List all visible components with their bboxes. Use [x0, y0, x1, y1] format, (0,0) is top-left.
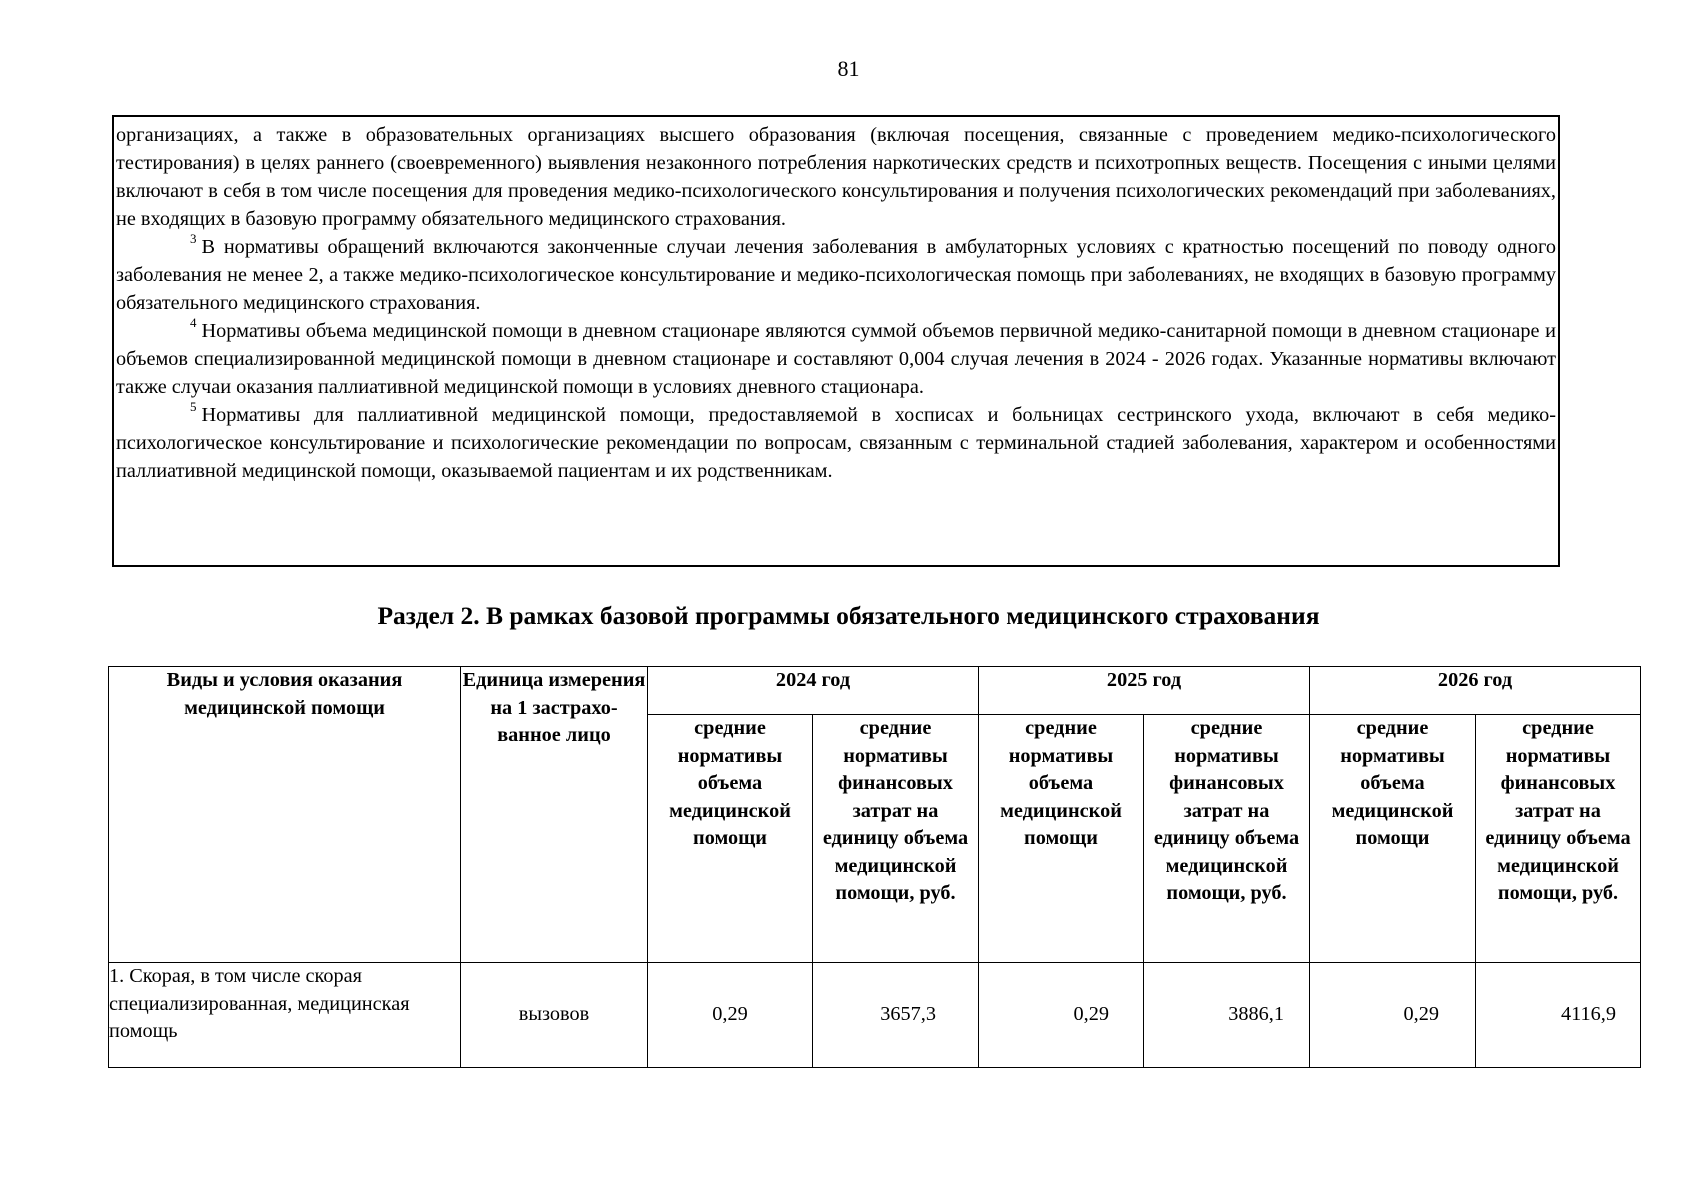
- header-year-2025: 2025 год: [979, 667, 1310, 715]
- footnote-5-marker: 5: [190, 399, 197, 414]
- header-volume-2025: средние нормативы объема медицинской помощи: [979, 715, 1144, 963]
- header-unit: Единица измерения на 1 застрахо-ванное лицо: [461, 667, 648, 963]
- cell-cost-2026: 4116,9: [1476, 963, 1641, 1068]
- table-row: [109, 963, 1641, 1068]
- footnotes-box: [112, 115, 1560, 567]
- cell-cost-2025: 3886,1: [1144, 963, 1310, 1068]
- table-header-row-years: [109, 667, 1641, 715]
- cell-kind: 1. Скорая, в том числе скорая специализированная, медицинская помощь: [109, 963, 461, 1068]
- footnote-continuation: организациях, а также в образовательных организациях высшего образования (включая посещения, связанные с проведением медико-психологического тестирования) в целях раннего (своевременного) выявления незаконного потребления наркотических средств и психотропных веществ. Посещения с иными целями включают в себя в том числе посещения для проведения медико-психологического консультирования и получения психологических рекомендаций при заболеваниях, не входящих в базовую программу обязательного медицинского страхования.: [116, 124, 1556, 230]
- cell-volume-2026: 0,29: [1310, 963, 1476, 1068]
- cell-cost-2024: 3657,3: [813, 963, 979, 1068]
- footnote-3: [116, 233, 1556, 317]
- header-year-2024: 2024 год: [648, 667, 979, 715]
- norms-table: [108, 666, 1641, 1068]
- footnote-3-marker: 3: [190, 231, 197, 246]
- header-kind: Виды и условия оказания медицинской помощи: [109, 667, 461, 963]
- header-year-2026: 2026 год: [1310, 667, 1641, 715]
- footnote-4-marker: 4: [190, 315, 197, 330]
- section-title: Раздел 2. В рамках базовой программы обязательного медицинского страхования: [377, 601, 1320, 630]
- header-cost-2026: средние нормативы финансовых затрат на единицу объема медицинской помощи, руб.: [1476, 715, 1641, 963]
- header-volume-2026: средние нормативы объема медицинской помощи: [1310, 715, 1476, 963]
- footnote-3-text: В нормативы обращений включаются законченные случаи лечения заболевания в амбулаторных условиях с кратностью посещений по поводу одного заболевания не менее 2, а также медико-психологическое консультирование и медико-психологическая помощь при заболеваниях, не входящих в базовую программу обязательного медицинского страхования.: [116, 236, 1556, 314]
- footnote-4: [116, 317, 1556, 401]
- header-volume-2024: средние нормативы объема медицинской помощи: [648, 715, 813, 963]
- footnote-4-text: Нормативы объема медицинской помощи в дневном стационаре являются суммой объемов первичной медико-санитарной помощи в дневном стационаре и объемов специализированной медицинской помощи в дневном стационаре и составляют 0,004 случая лечения в 2024 - 2026 годах. Указанные нормативы включают также случаи оказания паллиативной медицинской помощи в условиях дневного стационара.: [116, 320, 1556, 398]
- header-cost-2024: средние нормативы финансовых затрат на единицу объема медицинской помощи, руб.: [813, 715, 979, 963]
- cell-volume-2025: 0,29: [979, 963, 1144, 1068]
- cell-volume-2024: 0,29: [648, 963, 813, 1068]
- header-cost-2025: средние нормативы финансовых затрат на единицу объема медицинской помощи, руб.: [1144, 715, 1310, 963]
- footnote-5: [116, 401, 1556, 485]
- footnote-5-text: Нормативы для паллиативной медицинской помощи, предоставляемой в хосписах и больницах сестринского ухода, включают в себя медико-психологическое консультирование и психологические рекомендации по вопросам, связанным с терминальной стадией заболевания, характером и особенностями паллиативной медицинской помощи, оказываемой пациентам и их родственникам.: [116, 404, 1556, 482]
- cell-unit: вызовов: [461, 963, 648, 1068]
- page-number: 81: [837, 56, 860, 81]
